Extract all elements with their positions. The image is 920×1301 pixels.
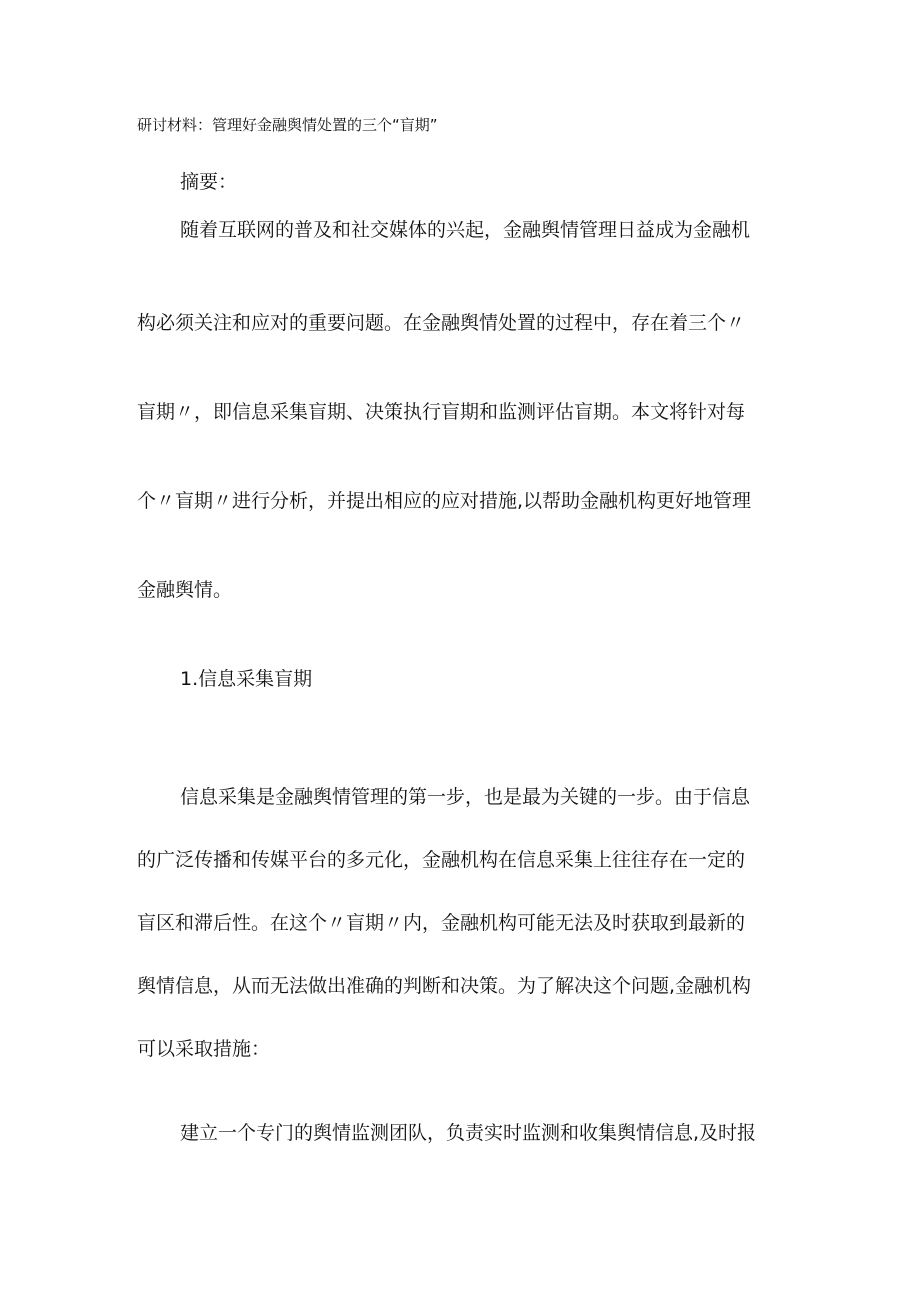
section-1-line-1: 信息采集是金融舆情管理的第一步，也是最为关键的一步。由于信息 — [180, 786, 751, 808]
abstract-heading: 摘要： — [180, 171, 238, 193]
section-1-line-5: 可以采取措施： — [137, 1038, 271, 1060]
section-1-line-2: 的广泛传播和传媒平台的多元化，金融机构在信息采集上往往存在一定的 — [137, 849, 746, 871]
section-1-line-4: 舆情信息，从而无法做出准确的判断和决策。为了解决这个问题,金融机构 — [137, 975, 752, 997]
section-1-heading: 1.信息采集盲期 — [180, 668, 313, 690]
abstract-line-4: 个〃盲期〃进行分析，并提出相应的应对措施,以帮助金融机构更好地管理 — [137, 490, 752, 512]
section-1-line-3: 盲区和滞后性。在这个〃盲期〃内，金融机构可能无法及时获取到最新的 — [137, 912, 746, 934]
abstract-line-1: 随着互联网的普及和社交媒体的兴起，金融舆情管理日益成为金融机 — [180, 219, 751, 241]
measure-1-line: 建立一个专门的舆情监测团队，负责实时监测和收集舆情信息,及时报 — [180, 1122, 757, 1144]
abstract-line-2: 构必须关注和应对的重要问题。在金融舆情处置的过程中，存在着三个〃 — [137, 312, 746, 334]
abstract-line-3: 盲期〃，即信息采集盲期、决策执行盲期和监测评估盲期。本文将针对每 — [137, 401, 746, 423]
abstract-line-5: 金融舆情。 — [137, 579, 233, 601]
document-title: 研讨材料：管理好金融舆情处置的三个“盲期” — [137, 116, 438, 134]
